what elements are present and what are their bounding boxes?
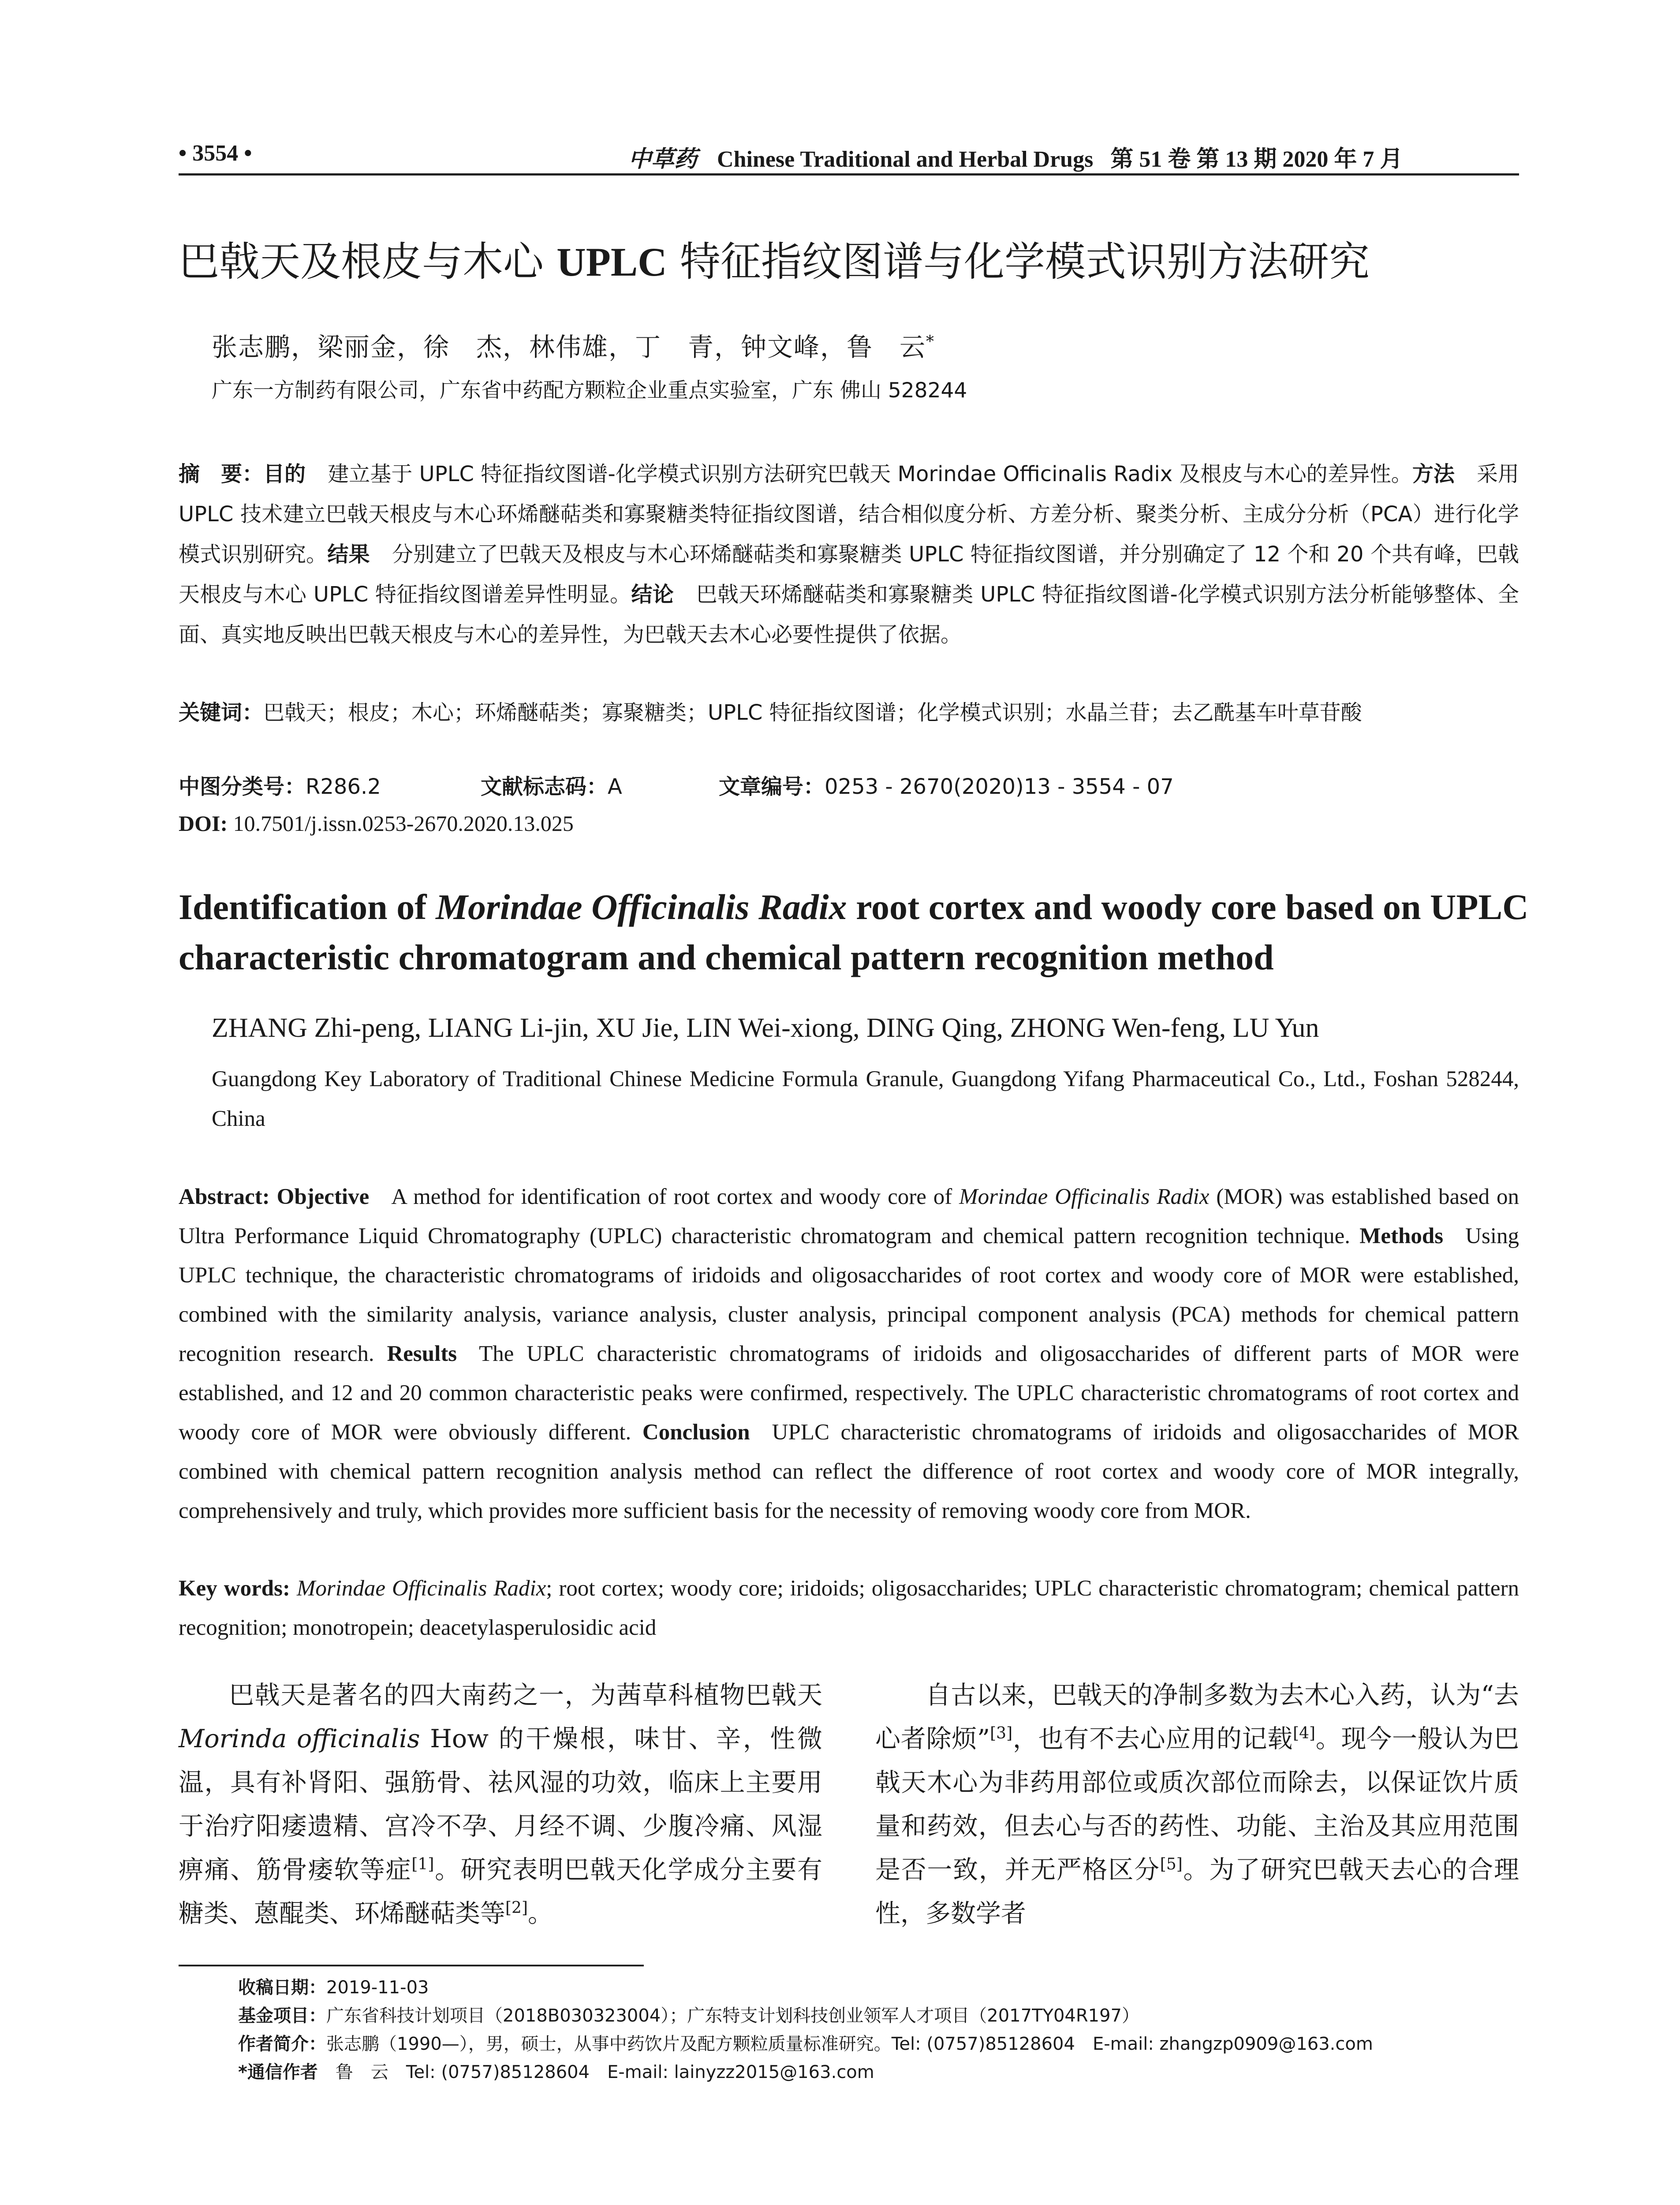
clc-value: R286.2 (306, 774, 381, 799)
title-chinese (179, 229, 1370, 288)
doi-value[interactable]: 10.7501/j.issn.0253-2670.2020.13.025 (233, 811, 574, 836)
body-right-text-a: 自古以来，巴戟天的净制多数为去木心入药，认为“去心者除烦” (875, 1681, 1519, 1753)
keywords-cn-text: 巴戟天；根皮；木心；环烯醚萜类；寡聚糖类；UPLC 特征指纹图谱；化学模式识别；水晶兰苷；去乙酰基车叶草苷酸 (263, 700, 1362, 725)
abstract-en-label: Abstract: (179, 1185, 270, 1209)
results-text-cn: 分别建立了巴戟天及根皮与木心环烯醚萜类和寡聚糖类 UPLC 特征指纹图谱，并分别确定了 12 个和 20 个共有峰，巴戟天根皮与木心 UPLC 特征指纹图谱差异性明显。 (179, 542, 1519, 607)
methods-text-cn: 采用 UPLC 技术建立巴戟天根皮与木心环烯醚萜类和寡聚糖类特征指纹图谱，结合相似度分析、方差分析、聚类分析、主成分分析（PCA）进行化学模式识别研究。 (179, 462, 1519, 567)
body-left-species: Morinda officinalis (179, 1724, 420, 1753)
title-en-part-b: root cortex and woody core based on UPLC characteristic chromatogram and chemical pattern recognition method (179, 887, 1529, 977)
citation-3[interactable]: [3] (990, 1724, 1013, 1742)
objective-species-en: Morindae Officinalis Radix (959, 1185, 1210, 1209)
citation-4[interactable]: [4] (1293, 1724, 1316, 1742)
running-header (179, 140, 1519, 176)
corresponding-mark: * (926, 333, 935, 351)
authors-chinese (212, 326, 935, 363)
doc-code-value: A (608, 774, 622, 799)
issue-info: 第 51 卷 第 13 期 2020 年 7 月 (1110, 147, 1403, 172)
abstract-english (179, 1177, 1519, 1531)
page-number: • 3554 • (179, 141, 252, 166)
footnote-author (238, 2030, 1373, 2058)
footnotes (238, 1973, 1373, 2086)
fund-label: 基金项目： (238, 2006, 326, 2026)
methods-label-cn: 方法 (1412, 462, 1455, 486)
objective-label-cn: 目的 (263, 462, 306, 486)
article-no-label: 文章编号： (719, 774, 825, 799)
author-bio-label: 作者简介： (238, 2034, 326, 2054)
author-bio-value: 张志鹏（1990—），男，硕士，从事中药饮片及配方颗粒质量标准研究。Tel: (0757)85128604 E-mail: zhangzp0909@163.com (326, 2034, 1373, 2054)
body-left-text-b: How 的干燥根，味甘、辛，性微温，具有补肾阳、强筋骨、祛风湿的功效，临床上主要用于治疗阳痿遗精、宫冷不孕、月经不调、少腹冷痛、风湿痹痛、筋骨痿软等症 (179, 1724, 822, 1884)
body-paragraph (179, 1674, 822, 1936)
title-en-species: Morindae Officinalis Radix (436, 887, 847, 927)
body-column-right (875, 1674, 1519, 1936)
received-value: 2019-11-03 (326, 1977, 429, 1998)
body-left-text-c: 。研究表明巴戟天化学成分主要有糖类、蒽醌类、环烯醚萜类等 (179, 1855, 822, 1928)
abstract-chinese (179, 454, 1519, 655)
objective-text-en-b: (MOR) was established based on Ultra Performance Liquid Chromatography (UPLC) characteristic chromatogram and chemical pattern recognition technique. (179, 1185, 1519, 1248)
authors-english: ZHANG Zhi-peng, LIANG Li-jin, XU Jie, LIN Wei-xiong, DING Qing, ZHONG Wen-feng, LU Yun (212, 1013, 1319, 1043)
footnote-fund (238, 2002, 1373, 2030)
conclusion-text-en: UPLC characteristic chromatograms of iridoids and oligosaccharides of MOR combined with chemical pattern recognition analysis method can reflect the difference of root cortex and woody core of MOR integrally, comprehensively and truly, which provides more sufficient basis for the necessity of removing woody core from MOR. (179, 1420, 1519, 1523)
keywords-en-species: Morindae Officinalis Radix (296, 1576, 546, 1601)
clc-block (179, 770, 481, 800)
body-right-text-d: 。为了研究巴戟天去心的合理性，多数学者 (875, 1855, 1519, 1928)
doc-code-label: 文献标志码： (481, 774, 608, 799)
title-en-part-a: Identification of (179, 887, 436, 927)
clc-label: 中图分类号： (179, 774, 306, 799)
footnote-corresponding (238, 2058, 1373, 2086)
objective-text-cn: 建立基于 UPLC 特征指纹图谱-化学模式识别方法研究巴戟天 Morindae Officinalis Radix 及根皮与木心的差异性。 (328, 462, 1412, 486)
body-right-text-c: 。现今一般认为巴戟天木心为非药用部位或质次部位而除去，以保证饮片质量和药效，但去心与否的药性、功能、主治及其应用范围是否一致，并无严格区分 (875, 1724, 1519, 1884)
results-label-en: Results (387, 1342, 457, 1366)
citation-5[interactable]: [5] (1160, 1855, 1183, 1873)
conclusion-label-en: Conclusion (642, 1420, 750, 1445)
footnote-received (238, 1973, 1373, 2002)
keywords-english (179, 1569, 1519, 1648)
body-right-text-b: ，也有不去心应用的记载 (1012, 1724, 1293, 1753)
results-label-cn: 结果 (327, 542, 370, 567)
results-text-en: The UPLC characteristic chromatograms of iridoids and oligosaccharides of different parts of MOR were established, and 12 and 20 common characteristic peaks were confirmed, respectively. The UPLC characteristic chromatograms of root cortex and woody core of MOR were obviously different. (179, 1342, 1519, 1445)
body-left-text-d: 。 (528, 1899, 553, 1928)
journal-name-en: Chinese Traditional and Herbal Drugs (717, 147, 1094, 172)
abstract-cn-label: 摘 要： (179, 462, 264, 486)
conclusion-label-cn: 结论 (631, 582, 674, 607)
doc-code-block (481, 770, 719, 800)
methods-text-en: Using UPLC technique, the characteristic chromatograms of iridoids and oligosaccharides of root cortex and woody core of MOR were established, combined with the similarity analysis, variance analysis, cluster analysis, principal component analysis (PCA) methods for chemical pattern recognition research. (179, 1224, 1519, 1366)
doi-label: DOI: (179, 811, 228, 836)
doi-line (179, 811, 574, 836)
journal-name-cn: 中草药 (628, 147, 698, 172)
received-label: 收稿日期： (238, 1977, 326, 1998)
corresponding-label: *通信作者 (238, 2062, 318, 2082)
classification-line (179, 770, 1174, 800)
corresponding-value: 鲁 云 Tel: (0757)85128604 E-mail: lainyzz2015@163.com (335, 2062, 874, 2082)
objective-text-en-a: A method for identification of root cortex and woody core of (391, 1185, 959, 1209)
keywords-chinese (179, 693, 1519, 732)
conclusion-text-cn: 巴戟天环烯醚萜类和寡聚糖类 UPLC 特征指纹图谱-化学模式识别方法分析能够整体、全面、真实地反映出巴戟天根皮与木心的差异性，为巴戟天去木心必要性提供了依据。 (179, 582, 1519, 647)
affiliation-english: Guangdong Key Laboratory of Traditional Chinese Medicine Formula Granule, Guangdong Yifang Pharmaceutical Co., Ltd., Foshan 528244, China (212, 1067, 1519, 1131)
body-left-text-a: 巴戟天是著名的四大南药之一，为茜草科植物巴戟天 (229, 1681, 822, 1710)
affiliation-chinese: 广东一方制药有限公司，广东省中药配方颗粒企业重点实验室，广东 佛山 528244 (212, 378, 967, 403)
title-cn-part-c: 特征指纹图谱与化学模式识别方法研究 (667, 238, 1370, 285)
objective-label-en: Objective (276, 1185, 370, 1209)
article-no-value: 0253 - 2670(2020)13 - 3554 - 07 (825, 774, 1174, 799)
fund-value: 广东省科技计划项目（2018B030323004）；广东特支计划科技创业领军人才项目（2017TY04R197） (326, 2006, 1139, 2026)
keywords-en-text: ; root cortex; woody core; iridoids; oligosaccharides; UPLC characteristic chromatogram; chemical pattern recognition; monotropein; deacetylasperulosidic acid (179, 1576, 1519, 1640)
title-cn-part-b: UPLC (556, 239, 667, 284)
citation-2[interactable]: [2] (505, 1899, 528, 1917)
footnote-divider (179, 1965, 644, 1966)
title-cn-part-a: 巴戟天及根皮与木心 (179, 238, 557, 285)
article-no-block (719, 770, 1174, 800)
body-column-left (179, 1674, 822, 1936)
body-paragraph (875, 1674, 1519, 1936)
citation-1[interactable]: [1] (411, 1855, 434, 1873)
journal-info (628, 140, 1403, 173)
keywords-cn-label: 关键词： (179, 700, 264, 725)
keywords-en-label: Key words: (179, 1576, 290, 1601)
title-english (179, 882, 1546, 983)
authors-cn-text: 张志鹏，梁丽金，徐 杰，林伟雄，丁 青，钟文峰，鲁 云 (212, 332, 926, 362)
methods-label-en: Methods (1359, 1224, 1444, 1248)
